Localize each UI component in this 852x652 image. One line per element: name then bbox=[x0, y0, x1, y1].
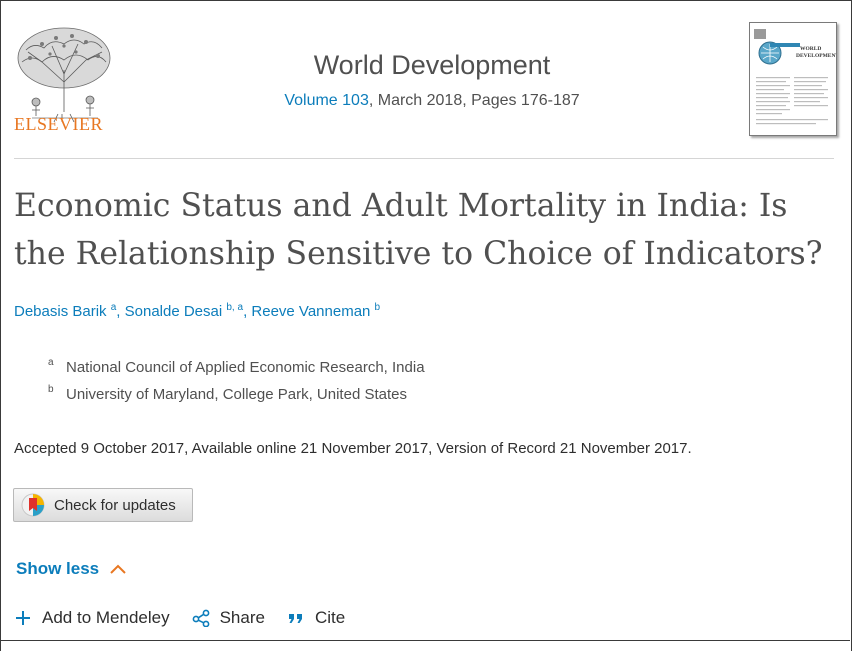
affiliation-key: b bbox=[48, 384, 54, 395]
bottom-divider bbox=[0, 640, 850, 641]
check-for-updates-button[interactable] bbox=[13, 488, 193, 522]
svg-text:DEVELOPMENT: DEVELOPMENT bbox=[796, 53, 836, 59]
share-button[interactable] bbox=[192, 608, 265, 628]
plus-icon bbox=[14, 609, 32, 627]
quote-icon bbox=[287, 609, 305, 627]
article-title: Economic Status and Adult Mortality in India: Is the Relationship Sensitive to Choice of Indicators? bbox=[14, 188, 823, 272]
add-to-mendeley-label: Add to Mendeley bbox=[42, 608, 170, 627]
cite-button[interactable] bbox=[287, 608, 345, 628]
author-affiliation-marker: b bbox=[374, 302, 381, 313]
share-label: Share bbox=[219, 608, 265, 627]
author-affiliation-marker: a bbox=[110, 302, 117, 313]
author-link[interactable]: Reeve Vanneman bbox=[251, 303, 371, 320]
author-link[interactable]: Sonalde Desai bbox=[124, 303, 223, 320]
issue-details-text: , March 2018, Pages 176-187 bbox=[368, 92, 580, 109]
article-actions bbox=[14, 608, 367, 628]
affiliation-text: National Council of Applied Economic Research, India bbox=[66, 359, 425, 376]
chevron-up-icon bbox=[109, 563, 127, 575]
journal-issue-details bbox=[0, 92, 852, 110]
cover-image bbox=[750, 23, 836, 135]
volume-link[interactable]: Volume 103 bbox=[284, 92, 369, 109]
journal-cover-thumbnail[interactable] bbox=[749, 22, 837, 136]
affiliation-item bbox=[48, 359, 425, 376]
show-less-label: Show less bbox=[16, 559, 100, 578]
affiliation-item bbox=[48, 386, 407, 403]
author-affiliation-marker: b, a bbox=[226, 302, 244, 313]
check-for-updates-label: Check for updates bbox=[54, 496, 176, 514]
crossmark-icon bbox=[21, 493, 45, 517]
header-divider bbox=[14, 158, 834, 159]
author-list: Debasis Barik $^a$, Sonalde Desai $^{b, a}$, Reeve Vanneman $^b$ bbox=[14, 302, 381, 320]
share-icon bbox=[192, 609, 210, 627]
elsevier-wordmark: ELSEVIER bbox=[14, 114, 103, 134]
author-link[interactable]: Debasis Barik bbox=[14, 303, 107, 320]
journal-title[interactable]: World Development bbox=[313, 50, 551, 80]
cite-label: Cite bbox=[314, 608, 346, 627]
cover-title-text: WORLD bbox=[800, 46, 822, 52]
affiliation-text: University of Maryland, College Park, United States bbox=[66, 386, 407, 403]
affiliation-key: a bbox=[48, 357, 54, 368]
show-less-toggle[interactable] bbox=[16, 559, 127, 579]
add-to-mendeley-button[interactable] bbox=[14, 608, 170, 628]
article-dates: Accepted 9 October 2017, Available online 21 November 2017, Version of Record 21 November 2017. bbox=[14, 440, 692, 457]
